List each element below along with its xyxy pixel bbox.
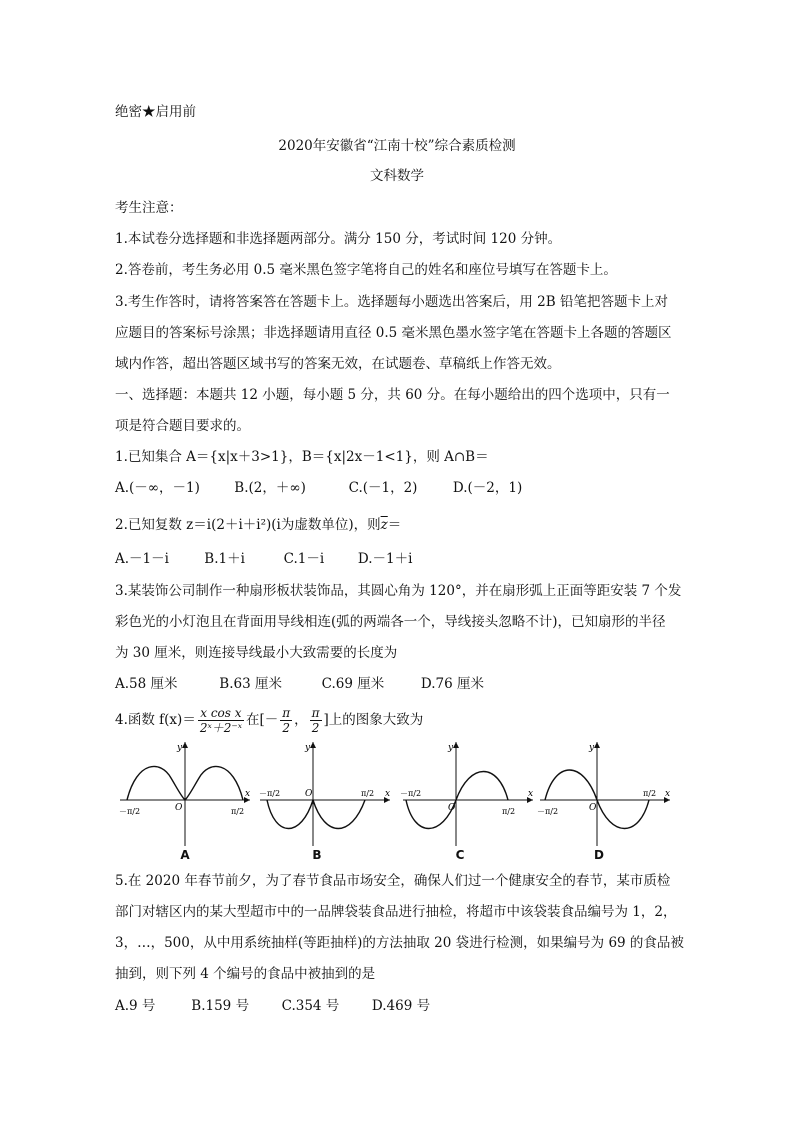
- tick-right: π/2: [361, 789, 375, 798]
- tick-right: π/2: [502, 807, 516, 816]
- tick-right: π/2: [643, 789, 657, 798]
- pi-symbol: π: [311, 706, 320, 720]
- graph-b[interactable]: [255, 738, 395, 863]
- two-symbol: 2: [311, 721, 320, 735]
- section-heading: 一、选择题：本题共 12 小题，每小题 5 分，共 60 分。在每小题给出的四个选项中，只有一: [115, 387, 670, 403]
- q4-fraction-num: x cos x: [198, 706, 244, 721]
- tick-left: －π/2: [537, 807, 559, 816]
- q4-stem: [115, 705, 423, 735]
- graph-c[interactable]: [398, 738, 538, 863]
- origin-label: O: [589, 803, 597, 813]
- q5-stem-line: 抽到，则下列 4 个编号的食品中被抽到的是: [115, 966, 376, 982]
- origin-label: O: [448, 803, 456, 813]
- q3-option-b: B.63 厘米: [219, 676, 282, 692]
- tick-right: π/2: [231, 807, 245, 816]
- tick-left: －π/2: [259, 789, 281, 798]
- q1-options: [115, 478, 522, 498]
- axis-y-label: y: [177, 743, 183, 753]
- axis-y-label: y: [448, 743, 454, 753]
- q5-stem-line: 部门对辖区内的某大型超市中的一品牌袋装食品进行抽检，将超市中该袋装食品编号为 1，2，: [115, 904, 677, 920]
- q3-stem-line: 彩色光的小灯泡且在背面用导线相连(弧的两端各一个，导线接头忽略不计)，已知扇形的半径: [115, 614, 666, 630]
- two-symbol: 2: [282, 721, 290, 735]
- q4-fraction: [198, 706, 244, 735]
- q2-stem-text: 2.已知复数 z＝i(2＋i＋i²)(i为虚数单位)，则: [115, 517, 381, 533]
- q5-option-b: B.159 号: [191, 998, 250, 1014]
- q2-stem-equals: ＝: [387, 517, 402, 533]
- graph-d[interactable]: [535, 738, 675, 863]
- graph-b-label: B: [312, 848, 322, 862]
- q5-stem-line: 3，…，500，从中用系统抽样(等距抽样)的方法抽取 20 袋进行检测，如果编号为 69 的食品被: [115, 935, 684, 951]
- graph-d-plot: [535, 738, 675, 848]
- q1-stem: 1.已知集合 A＝{x|x＋3>1}，B＝{x|2x－1<1}，则 A∩B＝: [115, 449, 489, 465]
- q3-option-c: C.69 厘米: [321, 676, 385, 692]
- origin-label: O: [175, 803, 183, 813]
- q4-interval-close: ]上的图象大致为: [323, 712, 424, 728]
- tick-left: －π/2: [400, 789, 422, 798]
- notice-item: 1.本试卷分选择题和非选择题两部分。满分 150 分，考试时间 120 分钟。: [115, 231, 562, 247]
- axis-x-label: x: [385, 789, 391, 799]
- notice-heading: 考生注意：: [115, 200, 183, 216]
- axis-y-label: y: [305, 743, 311, 753]
- axis-y-label: y: [589, 743, 595, 753]
- graph-a[interactable]: [115, 738, 255, 863]
- q5-option-a: A.9 号: [115, 998, 156, 1014]
- secret-label: 绝密★启用前: [115, 104, 196, 120]
- notice-item: 应题目的答案标号涂黑；非选择题请用直径 0.5 毫米黑色墨水签字笔在答题卡上各题的答题区: [115, 325, 672, 341]
- graph-a-label: A: [180, 848, 190, 862]
- q1-option-c: C.(－1，2): [348, 480, 418, 496]
- graph-c-label: C: [455, 848, 465, 862]
- tick-left: －π/2: [119, 807, 141, 816]
- exam-title: 2020年安徽省“江南十校”综合素质检测: [278, 138, 516, 154]
- exam-subject: 文科数学: [370, 168, 424, 184]
- q4-comma: ，: [294, 712, 308, 728]
- q4-pi-half-right: [310, 706, 322, 735]
- q3-stem-line: 为 30 厘米，则连接导线最小大致需要的长度为: [115, 645, 398, 661]
- q4-pi-half-left: [280, 706, 292, 735]
- z-conjugate: $\overline{z}$: [380, 517, 388, 533]
- q2-option-d: D.－1＋i: [357, 551, 413, 567]
- origin-label: O: [305, 789, 313, 799]
- section-heading-cont: 项是符合题目要求的。: [115, 418, 250, 434]
- q2-options: [115, 549, 412, 569]
- notice-item: 2.答卷前，考生务必用 0.5 毫米黑色签字笔将自己的姓名和座位号填写在答题卡上。: [115, 262, 617, 278]
- graph-b-plot: [255, 738, 395, 848]
- q3-options: [115, 674, 484, 694]
- axis-x-label: x: [528, 789, 534, 799]
- q2-option-a: A.－1－i: [115, 551, 169, 567]
- graph-c-plot: [398, 738, 538, 848]
- q3-option-d: D.76 厘米: [420, 676, 484, 692]
- axis-x-label: x: [245, 789, 251, 799]
- graph-d-label: D: [594, 848, 604, 862]
- pi-symbol: π: [282, 706, 291, 720]
- q1-option-d: D.(－2，1): [452, 480, 523, 496]
- q1-option-a: A.(－∞，－1): [115, 480, 200, 496]
- graph-a-plot: [115, 738, 255, 848]
- q5-stem-line: 5.在 2020 年春节前夕，为了春节食品市场安全，确保人们过一个健康安全的春节，某市质检: [115, 873, 671, 889]
- q3-stem-line: 3.某装饰公司制作一种扇形板状装饰品，其圆心角为 120°，并在扇形弧上正面等距安装 7 个发: [115, 583, 682, 599]
- q4-fraction-den: 2ˣ＋2⁻ˣ: [199, 721, 242, 735]
- q2-option-c: C.1－i: [283, 551, 325, 567]
- q2-stem: [115, 515, 401, 535]
- q5-option-c: C.354 号: [281, 998, 340, 1014]
- q5-option-d: D.469 号: [371, 998, 431, 1014]
- q5-options: [115, 996, 430, 1016]
- notice-item: 3.考生作答时，请将答案答在答题卡上。选择题每小题选出答案后，用 2B 铅笔把答题卡上对: [115, 294, 668, 310]
- q1-option-b: B.(2，＋∞): [234, 480, 306, 496]
- q3-option-a: A.58 厘米: [115, 676, 178, 692]
- axis-x-label: x: [665, 789, 671, 799]
- q4-prefix: 4.函数 f(x)＝: [115, 712, 196, 728]
- notice-item: 域内作答，超出答题区域书写的答案无效，在试题卷、草稿纸上作答无效。: [115, 356, 561, 372]
- q2-option-b: B.1＋i: [204, 551, 245, 567]
- q4-interval-open: 在[－: [245, 712, 279, 728]
